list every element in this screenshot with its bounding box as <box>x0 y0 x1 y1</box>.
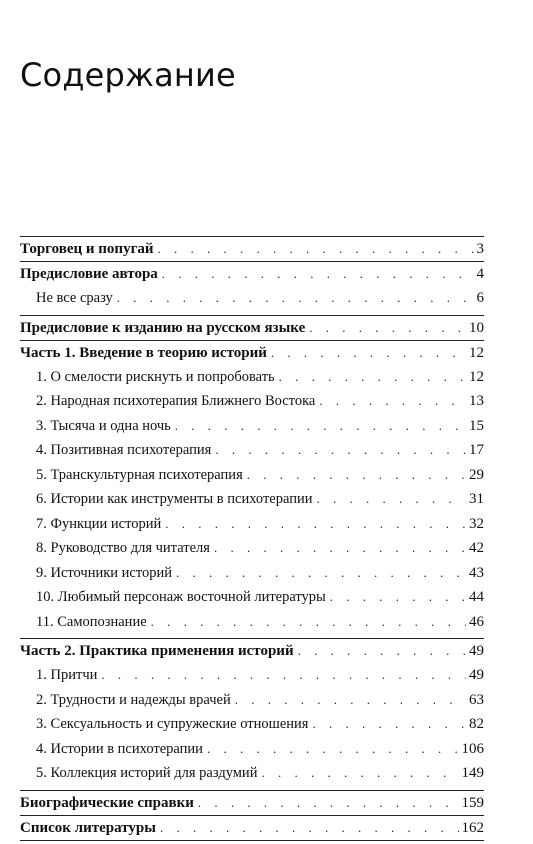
toc-section-title: 3. Тысяча и одна ночь <box>36 417 171 434</box>
toc-page-number: 29 <box>469 466 484 483</box>
toc-page-number: 32 <box>469 515 484 532</box>
toc-section-entry[interactable] <box>20 487 484 512</box>
dot-leader <box>312 712 466 737</box>
toc-section-title: 4. Истории в психотерапии <box>36 740 203 757</box>
toc-section-title: 5. Коллекция историй для раздумий <box>36 765 258 781</box>
toc-section-entry[interactable] <box>20 512 484 537</box>
toc-page-number: 82 <box>469 716 484 732</box>
toc-chapter-entry[interactable] <box>20 816 484 840</box>
toc-page-number: 49 <box>469 643 484 659</box>
page-title: Содержание <box>20 56 236 94</box>
toc-section-entry[interactable] <box>20 463 484 488</box>
toc-section-entry[interactable] <box>20 712 484 737</box>
toc-section-entry[interactable] <box>20 365 484 390</box>
dot-leader <box>317 487 466 512</box>
toc-section-title: 2. Трудности и надежды врачей <box>36 691 231 708</box>
toc-section-entry[interactable] <box>20 737 484 762</box>
toc-chapter-entry[interactable] <box>20 639 484 663</box>
toc-section-entry[interactable] <box>20 688 484 713</box>
dot-leader <box>309 316 466 340</box>
dot-leader <box>298 639 466 663</box>
toc-chapter-title: Биографические справки <box>20 794 194 811</box>
table-of-contents <box>20 236 484 841</box>
dot-leader <box>215 438 466 463</box>
toc-page-number: 106 <box>461 740 484 757</box>
toc-section-entry[interactable] <box>20 610 484 635</box>
toc-page-number: 3 <box>476 241 484 257</box>
toc-chapter-title: Предисловие автора <box>20 266 158 282</box>
toc-section-title: 5. Транскультурная психотерапия <box>36 466 243 483</box>
toc-chapter-entry[interactable] <box>20 237 484 261</box>
toc-page-number: 12 <box>469 368 484 385</box>
toc-page-number: 12 <box>469 344 484 361</box>
toc-chapter-title: Часть 1. Введение в теорию историй <box>20 344 267 361</box>
dot-leader <box>235 688 466 713</box>
toc-chapter-title: Часть 2. Практика применения историй <box>20 643 294 659</box>
toc-section-title: 1. Притчи <box>36 667 98 683</box>
toc-section-title: 8. Руководство для читателя <box>36 540 210 556</box>
toc-page-number: 10 <box>469 319 484 336</box>
toc-section-entry[interactable] <box>20 438 484 463</box>
toc-chapter-entry[interactable] <box>20 316 484 340</box>
toc-group <box>20 790 484 815</box>
dot-leader <box>175 414 466 439</box>
toc-section-entry[interactable] <box>20 561 484 586</box>
toc-section-title: 9. Источники историй <box>36 564 173 581</box>
toc-page-number: 15 <box>469 417 484 434</box>
toc-section-title: 10. Любимый персонаж восточной литературы <box>36 589 326 605</box>
toc-group <box>20 261 484 315</box>
toc-group <box>20 236 484 261</box>
toc-page-number: 31 <box>469 491 484 507</box>
dot-leader <box>207 737 459 762</box>
toc-page-number: 149 <box>461 765 484 781</box>
toc-page-number: 162 <box>461 819 484 836</box>
toc-page-number: 63 <box>469 691 484 708</box>
toc-bottom-rule <box>20 840 484 841</box>
dot-leader <box>151 610 466 635</box>
toc-chapter-entry[interactable] <box>20 341 484 365</box>
toc-section-title: 3. Сексуальность и супружеские отношения <box>36 716 309 732</box>
toc-chapter-title: Предисловие к изданию на русском языке <box>20 319 306 336</box>
toc-chapter-entry[interactable] <box>20 791 484 815</box>
dot-leader <box>101 663 466 688</box>
dot-leader <box>247 463 466 488</box>
toc-section-entry[interactable] <box>20 585 484 610</box>
toc-section-title: 6. Истории как инструменты в психотерапии <box>36 491 313 507</box>
toc-page-number: 42 <box>469 540 484 556</box>
dot-leader <box>214 536 466 561</box>
dot-leader <box>176 561 466 586</box>
toc-group <box>20 638 484 790</box>
dot-leader <box>279 365 466 390</box>
dot-leader <box>319 389 466 414</box>
toc-page-number: 43 <box>469 564 484 581</box>
toc-section-entry[interactable] <box>20 414 484 439</box>
toc-group <box>20 340 484 639</box>
dot-leader <box>271 341 466 365</box>
toc-section-title: 2. Народная психотерапия Ближнего Востока <box>36 393 316 409</box>
dot-leader <box>117 286 474 311</box>
toc-section-entry[interactable] <box>20 663 484 688</box>
toc-section-entry[interactable] <box>20 286 484 311</box>
dot-leader <box>330 585 466 610</box>
dot-leader <box>165 512 466 537</box>
dot-leader <box>261 761 458 786</box>
toc-chapter-title: Торговец и попугай <box>20 241 154 257</box>
toc-chapter-title: Список литературы <box>20 819 156 836</box>
toc-section-title: 7. Функции историй <box>36 515 162 532</box>
dot-leader <box>160 816 459 840</box>
toc-section-title: 11. Самопознание <box>36 613 147 630</box>
toc-section-entry[interactable] <box>20 389 484 414</box>
toc-section-title: Не все сразу <box>36 290 113 306</box>
toc-section-entry[interactable] <box>20 761 484 786</box>
toc-page-number: 6 <box>476 290 484 306</box>
toc-section-title: 1. О смелости рискнуть и попробовать <box>36 368 275 385</box>
toc-chapter-entry[interactable] <box>20 262 484 286</box>
toc-page-number: 13 <box>469 393 484 409</box>
toc-page-number: 159 <box>461 794 484 811</box>
dot-leader <box>198 791 459 815</box>
toc-page-number: 17 <box>469 442 484 458</box>
dot-leader <box>162 262 474 286</box>
toc-page-number: 44 <box>469 589 484 605</box>
toc-section-entry[interactable] <box>20 536 484 561</box>
toc-page-number: 4 <box>476 266 484 282</box>
toc-page-number: 49 <box>469 667 484 683</box>
toc-page-number: 46 <box>469 613 484 630</box>
dot-leader <box>158 237 474 261</box>
toc-group <box>20 315 484 340</box>
toc-group <box>20 815 484 840</box>
toc-section-title: 4. Позитивная психотерапия <box>36 442 212 458</box>
